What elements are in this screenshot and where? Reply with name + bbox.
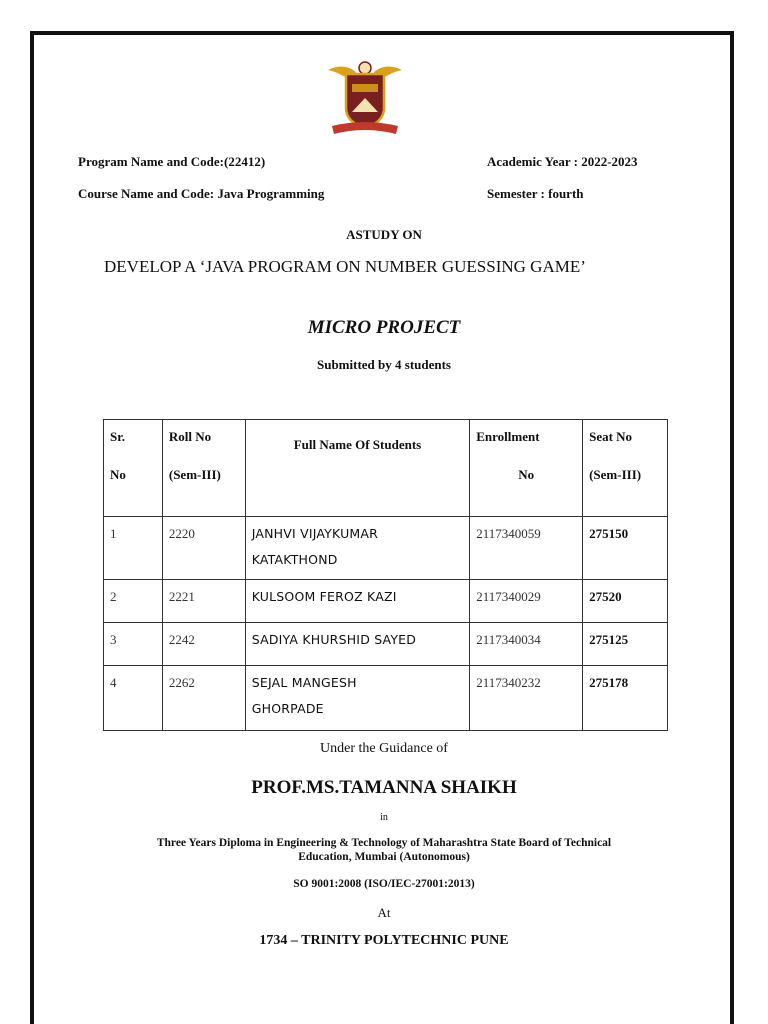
row-seat: 275150 <box>583 517 668 580</box>
table-row <box>104 517 668 580</box>
shield-band <box>352 84 378 92</box>
row-name: SEJAL MANGESH GHORPADE <box>245 666 470 731</box>
header-sr-no: Sr. No <box>104 420 163 517</box>
at-label: At <box>377 905 391 920</box>
header-full-name: Full Name Of Students <box>245 420 470 517</box>
header-seat-no: Seat No (Sem-III) <box>583 420 668 517</box>
row-name: JANHVI VIJAYKUMAR KATAKTHOND <box>245 517 470 580</box>
row-roll: 2220 <box>162 517 245 580</box>
row-seat: 275178 <box>583 666 668 731</box>
row-enrollment: 2117340034 <box>470 623 583 666</box>
row-enrollment: 2117340029 <box>470 580 583 623</box>
course-name-code: Course Name and Code: Java Programming <box>78 186 325 201</box>
row-enrollment: 2117340059 <box>470 517 583 580</box>
row-seat: 27520 <box>583 580 668 623</box>
row-name: SADIYA KHURSHID SAYED <box>245 623 470 666</box>
row-sr: 3 <box>104 623 163 666</box>
row-sr: 4 <box>104 666 163 731</box>
row-roll: 2242 <box>162 623 245 666</box>
row-roll: 2221 <box>162 580 245 623</box>
submitted-by: Submitted by 4 students <box>316 357 451 372</box>
project-type-heading: MICRO PROJECT <box>307 317 461 338</box>
table-header-row <box>104 420 668 517</box>
row-sr: 1 <box>104 517 163 580</box>
in-label: in <box>380 812 388 823</box>
board-line-1: Three Years Diploma in Engineering & Technology of Maharashtra State Board of Technical <box>156 837 612 849</box>
semester: Semester : fourth <box>487 186 584 201</box>
table-row <box>104 666 668 731</box>
row-roll: 2262 <box>162 666 245 731</box>
header-enrollment-no: Enrollment No <box>470 420 583 517</box>
board-line-2: Education, Mumbai (Autonomous) <box>298 851 470 863</box>
row-enrollment: 2117340232 <box>470 666 583 731</box>
institute-name: 1734 – TRINITY POLYTECHNIC PUNE <box>259 933 509 948</box>
students-table <box>103 419 668 731</box>
institute-logo-emblem <box>326 58 404 138</box>
iso-certification: SO 9001:2008 (ISO/IEC-27001:2013) <box>293 878 475 890</box>
row-sr: 2 <box>104 580 163 623</box>
header-roll-no: Roll No (Sem-III) <box>162 420 245 517</box>
program-name-code: Program Name and Code:(22412) <box>78 154 266 169</box>
guidance-label: Under the Guidance of <box>320 741 448 756</box>
academic-year: Academic Year : 2022-2023 <box>487 154 638 169</box>
study-intro: ASTUDY ON <box>346 227 422 242</box>
crest-circle <box>359 62 371 74</box>
motto-ribbon <box>332 122 398 134</box>
row-name: KULSOOM FEROZ KAZI <box>245 580 470 623</box>
row-seat: 275125 <box>583 623 668 666</box>
project-topic: DEVELOP A ‘JAVA PROGRAM ON NUMBER GUESSING GAME’ <box>104 257 586 276</box>
table-row <box>104 580 668 623</box>
guide-name: PROF.MS.TAMANNA SHAIKH <box>251 777 517 798</box>
table-row <box>104 623 668 666</box>
